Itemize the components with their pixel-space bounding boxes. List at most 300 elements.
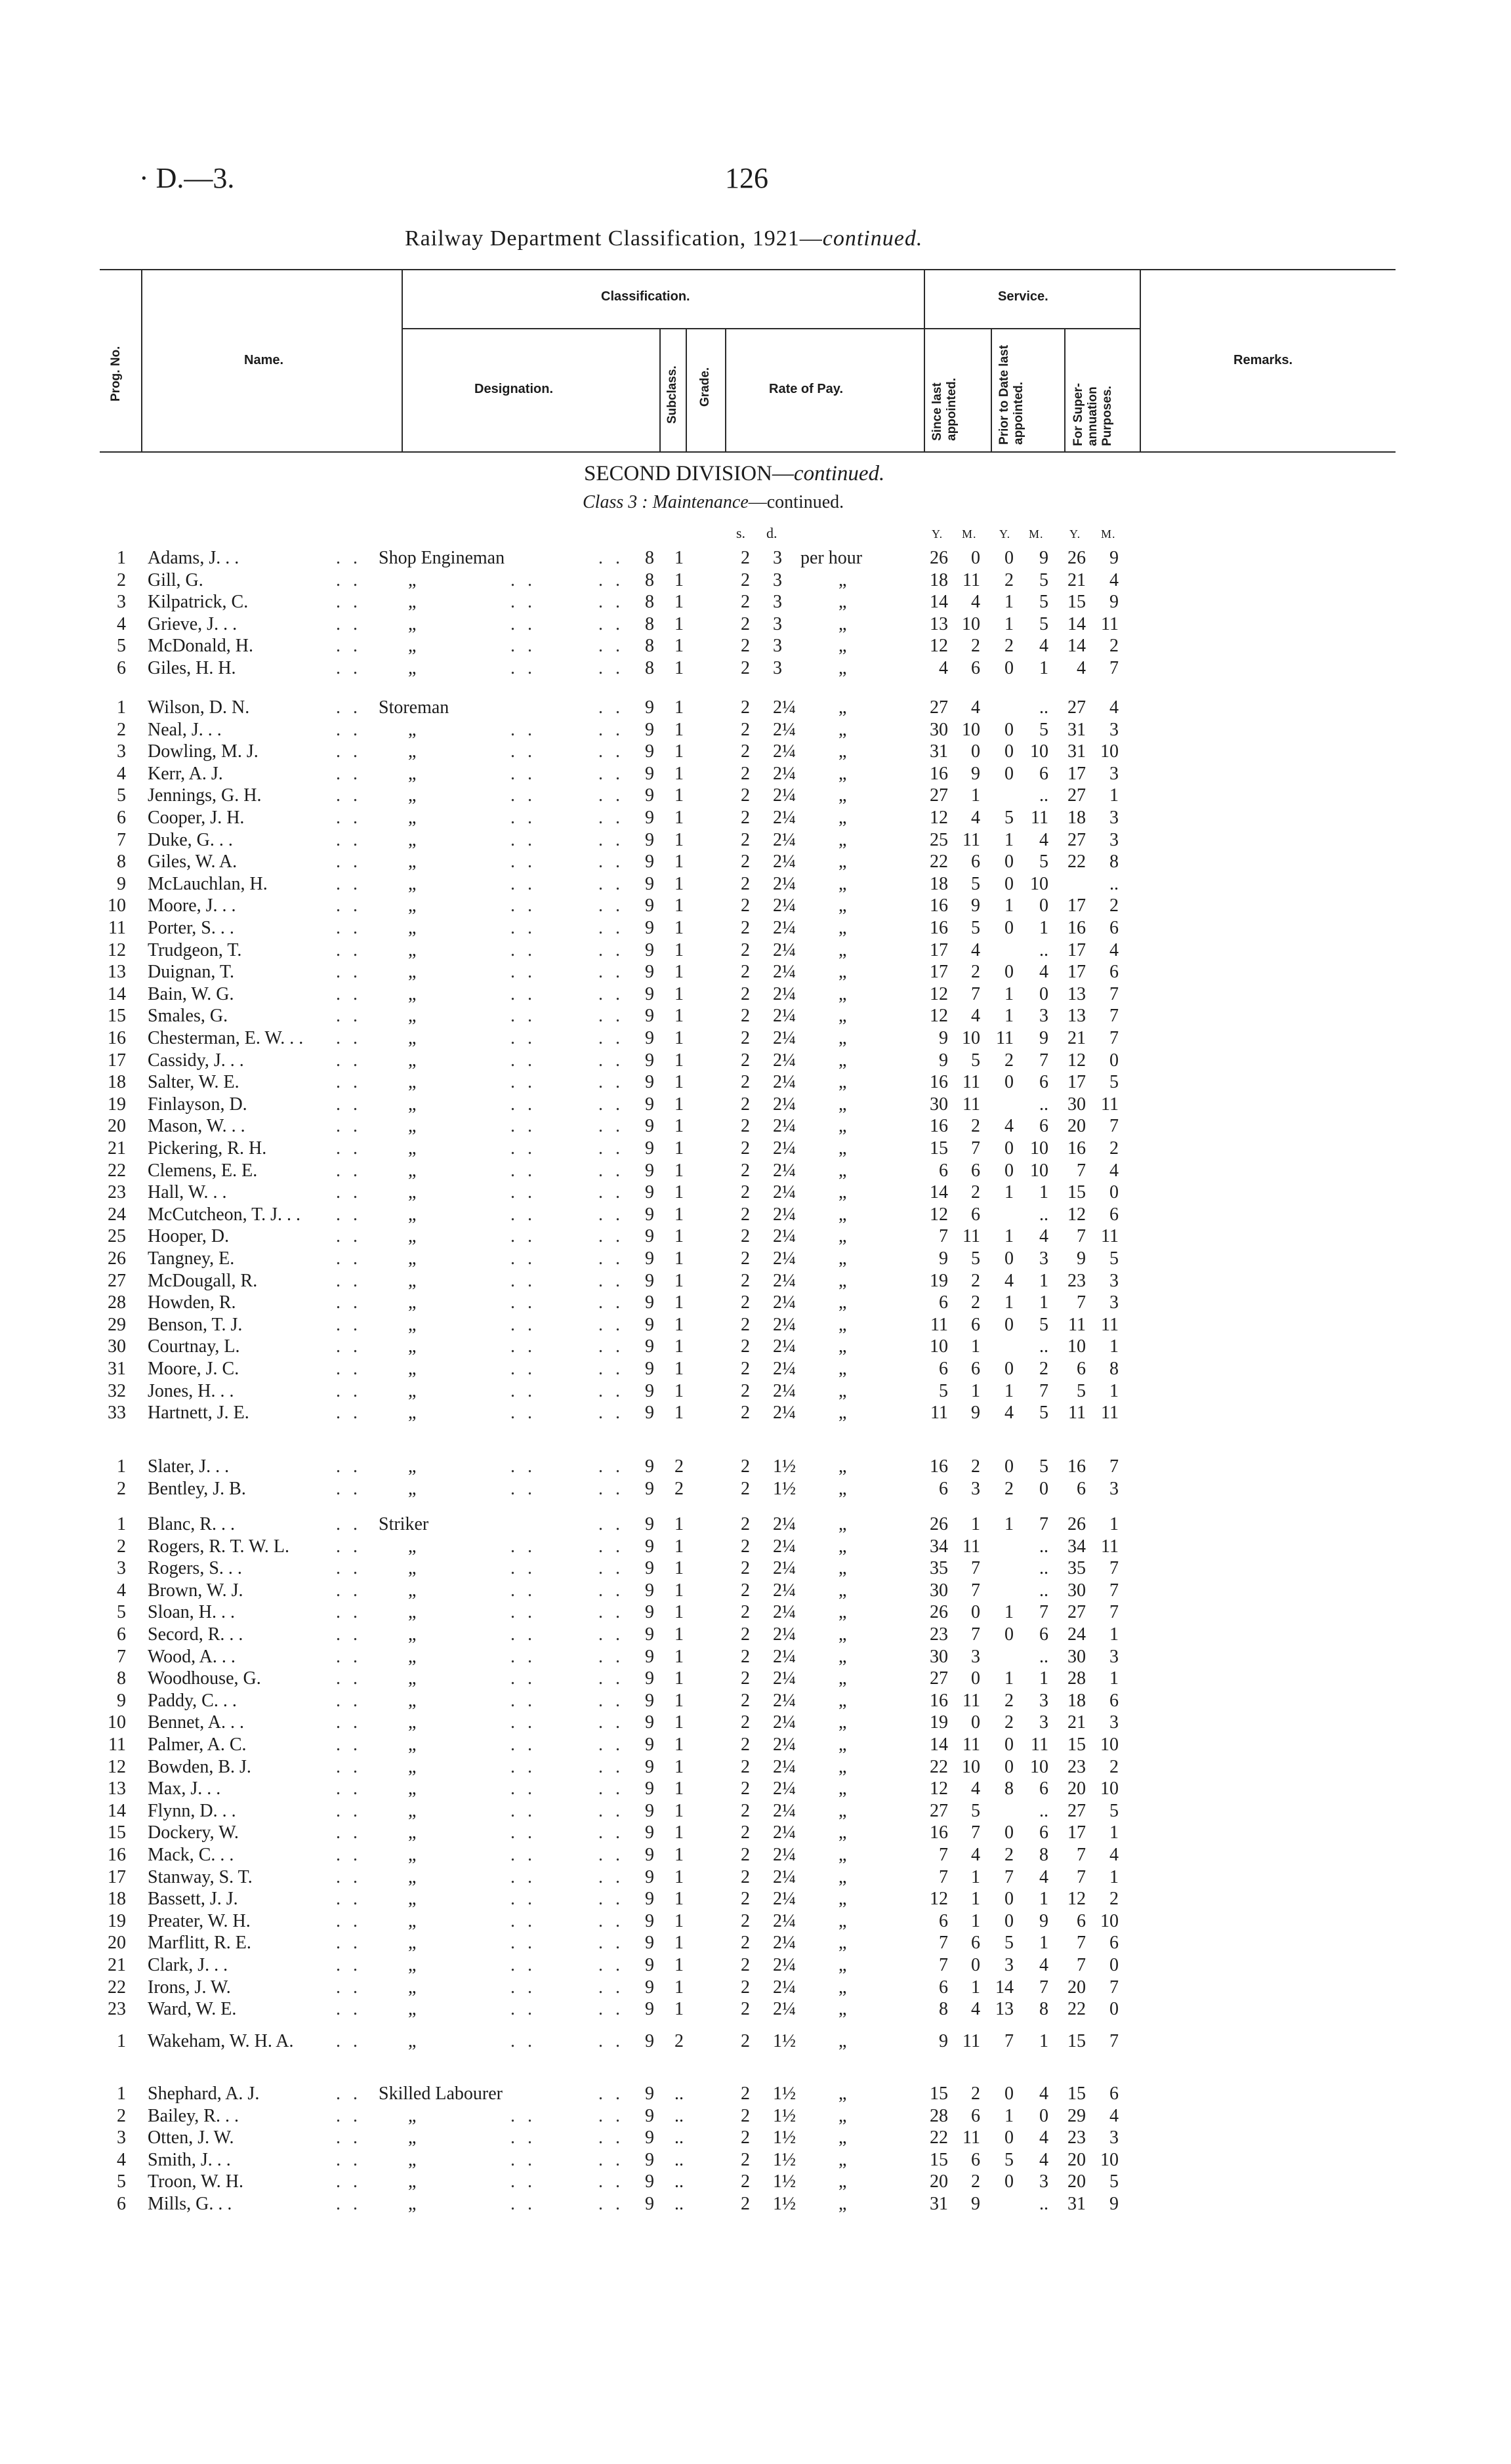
since-months: 4 [971, 1999, 980, 2020]
ditto-mark: „ [408, 983, 417, 1004]
ditto-mark: „ [408, 1336, 417, 1357]
leader-dots: . . [598, 1292, 624, 1313]
grade: 1 [674, 1778, 684, 1799]
prior-years: 5 [1004, 2149, 1014, 2170]
ditto-mark: „ [408, 2031, 417, 2051]
prog-no: 7 [117, 829, 126, 850]
rate-pence: 2¼ [773, 1602, 796, 1623]
ditto-mark: „ [408, 918, 417, 938]
since-months: 6 [971, 1160, 980, 1181]
super-years: 15 [1067, 592, 1086, 613]
unit-months-prior: M. [1029, 527, 1044, 541]
prior-months: 7 [1039, 1050, 1048, 1071]
employee-name: Tangney, E. [148, 1248, 235, 1269]
super-months: 11 [1101, 1314, 1119, 1335]
subclass: 9 [645, 2031, 654, 2051]
leader-dots: . . [336, 1072, 362, 1093]
prog-no: 22 [108, 1160, 126, 1181]
rate-pence: 2¼ [773, 1270, 796, 1291]
since-years: 12 [930, 983, 948, 1004]
super-months: 10 [1100, 1778, 1119, 1799]
employee-name: McDonald, H. [148, 636, 253, 657]
col-divider [402, 269, 403, 453]
ditto-mark: „ [838, 2149, 847, 2170]
subclass: 9 [645, 1889, 654, 1910]
prior-months: 4 [1039, 2084, 1048, 2104]
since-months: 4 [971, 1006, 980, 1027]
subclass: 9 [645, 1138, 654, 1159]
super-years: 15 [1067, 1735, 1086, 1755]
grade: 1 [674, 1735, 684, 1755]
super-years: 16 [1067, 1456, 1086, 1477]
prog-no: 21 [108, 1955, 126, 1975]
prog-no: 4 [117, 763, 126, 784]
super-years: 27 [1067, 697, 1086, 718]
ditto-mark: „ [838, 1380, 847, 1401]
grade: 1 [674, 1845, 684, 1865]
prog-no: 5 [117, 1602, 126, 1623]
leader-dots: . . [598, 741, 624, 762]
since-months: 11 [962, 1536, 980, 1557]
since-years: 30 [930, 1580, 948, 1601]
since-years: 30 [930, 1646, 948, 1667]
ditto-mark: „ [838, 569, 847, 590]
since-months: 0 [971, 548, 980, 568]
grade: 1 [674, 1955, 684, 1975]
since-years: 12 [930, 1778, 948, 1799]
rate-pence: 3 [773, 636, 782, 657]
subclass: 9 [645, 1314, 654, 1335]
ditto-mark: „ [408, 1845, 417, 1865]
prior-years: 0 [1004, 962, 1014, 983]
super-months: 2 [1109, 895, 1119, 916]
leader-dots: . . [510, 1182, 536, 1203]
rate-pence: 2¼ [773, 1580, 796, 1601]
leader-dots: . . [510, 1955, 536, 1975]
employee-name: Hall, W. . . [148, 1182, 227, 1203]
since-months: 11 [962, 1072, 980, 1093]
leader-dots: . . [336, 763, 362, 784]
rate-pence: 2¼ [773, 1514, 796, 1534]
leader-dots: . . [598, 2171, 624, 2192]
leader-dots: . . [510, 1712, 536, 1733]
super-years: 7 [1077, 1226, 1086, 1247]
ditto-mark: „ [408, 1380, 417, 1401]
super-months: 4 [1109, 697, 1119, 718]
rate-pence: 2¼ [773, 1933, 796, 1954]
prog-no: 16 [108, 1028, 126, 1048]
rate-shillings: 2 [741, 852, 750, 873]
leader-dots: . . [598, 1580, 624, 1601]
since-years: 4 [939, 658, 948, 678]
since-months: 10 [962, 1028, 980, 1048]
ditto-mark: „ [838, 1756, 847, 1777]
rate-pence: 2¼ [773, 1756, 796, 1777]
employee-name: Trudgeon, T. [148, 939, 242, 960]
rate-pence: 1½ [773, 1456, 796, 1477]
ditto-mark: „ [838, 2194, 847, 2214]
super-months: 4 [1109, 2105, 1119, 2126]
super-years: 21 [1067, 1712, 1086, 1733]
leader-dots: . . [598, 1359, 624, 1379]
prior-months: 1 [1039, 1933, 1048, 1954]
rate-shillings: 2 [741, 658, 750, 678]
super-years: 15 [1067, 2084, 1086, 2104]
since-years: 13 [930, 613, 948, 634]
prog-no: 23 [108, 1999, 126, 2020]
ditto-mark: „ [408, 1624, 417, 1645]
ditto-mark: „ [838, 895, 847, 916]
grade: 1 [674, 719, 684, 740]
subclass: 9 [645, 1822, 654, 1843]
ditto-mark: „ [408, 1558, 417, 1579]
subclass: 9 [645, 785, 654, 806]
super-months: 2 [1109, 636, 1119, 657]
prog-no: 6 [117, 1624, 126, 1645]
subclass: 9 [645, 983, 654, 1004]
grade: 1 [674, 697, 684, 718]
since-years: 12 [930, 1204, 948, 1225]
leader-dots: . . [336, 1270, 362, 1291]
ditto-mark: „ [838, 763, 847, 784]
rate-pence: 2¼ [773, 808, 796, 828]
prog-no: 1 [117, 1456, 126, 1477]
header-since-last-appointed: Since last appointed. [930, 377, 959, 441]
grade: 1 [674, 741, 684, 762]
prog-no: 7 [117, 1646, 126, 1667]
prog-no: 18 [108, 1889, 126, 1910]
subclass: 9 [645, 697, 654, 718]
ditto-mark: „ [838, 808, 847, 828]
super-months: 7 [1109, 1116, 1119, 1137]
leader-dots: . . [598, 636, 624, 657]
grade: 2 [674, 1456, 684, 1477]
prior-months: 4 [1039, 962, 1048, 983]
ditto-mark: „ [838, 1933, 847, 1954]
prior-years: 0 [1004, 873, 1014, 894]
super-months: 5 [1109, 2171, 1119, 2192]
prior-months: 0 [1039, 1478, 1048, 1499]
since-years: 7 [939, 1933, 948, 1954]
rate-shillings: 2 [741, 1866, 750, 1887]
col-divider [659, 328, 661, 453]
since-months: 9 [971, 895, 980, 916]
since-months: 0 [971, 741, 980, 762]
employee-name: Mills, G. . . [148, 2194, 232, 2214]
since-years: 6 [939, 1478, 948, 1499]
prior-months: 8 [1039, 1845, 1048, 1865]
since-years: 15 [930, 2084, 948, 2104]
rate-shillings: 2 [741, 1380, 750, 1401]
rate-pence: 2¼ [773, 785, 796, 806]
since-months: 5 [971, 918, 980, 938]
employee-name: Flynn, D. . . [148, 1800, 236, 1821]
leader-dots: . . [598, 613, 624, 634]
rate-shillings: 2 [741, 1602, 750, 1623]
employee-name: Troon, W. H. [148, 2171, 244, 2192]
leader-dots: . . [510, 1910, 536, 1931]
ditto-mark: „ [408, 1292, 417, 1313]
leader-dots: . . [510, 763, 536, 784]
prior-months: 10 [1030, 1138, 1048, 1159]
prior-years: 0 [1004, 658, 1014, 678]
since-years: 31 [930, 741, 948, 762]
ditto-mark: „ [838, 1094, 847, 1115]
ditto-mark: „ [838, 636, 847, 657]
prior-years: 1 [1004, 1380, 1014, 1401]
prog-no: 15 [108, 1822, 126, 1843]
grade: .. [674, 2084, 684, 2104]
leader-dots: . . [598, 873, 624, 894]
since-years: 27 [930, 697, 948, 718]
super-years: 12 [1067, 1050, 1086, 1071]
prior-months: 10 [1030, 1160, 1048, 1181]
ditto-mark: „ [408, 785, 417, 806]
prior-months: 5 [1039, 592, 1048, 613]
leader-dots: . . [510, 1735, 536, 1755]
subclass: 9 [645, 1536, 654, 1557]
employee-name: Gill, G. [148, 569, 203, 590]
prior-months: 5 [1039, 852, 1048, 873]
prog-no: 20 [108, 1933, 126, 1954]
employee-name: Bentley, J. B. [148, 1478, 246, 1499]
grade: 1 [674, 1668, 684, 1689]
ditto-mark: „ [838, 1138, 847, 1159]
ditto-mark: „ [838, 1800, 847, 1821]
employee-name: Moore, J. . . [148, 895, 236, 916]
since-years: 15 [930, 2149, 948, 2170]
super-months: 3 [1109, 1478, 1119, 1499]
super-months: 1 [1109, 1514, 1119, 1534]
prog-no: 12 [108, 939, 126, 960]
header-designation: Designation. [474, 382, 554, 396]
prog-no: 3 [117, 1558, 126, 1579]
since-years: 19 [930, 1712, 948, 1733]
prior-years: 2 [1004, 1050, 1014, 1071]
leader-dots: . . [598, 1822, 624, 1843]
rate-pence: 2¼ [773, 1380, 796, 1401]
subclass: 9 [645, 939, 654, 960]
employee-name: Dowling, M. J. [148, 741, 259, 762]
ditto-mark: „ [408, 852, 417, 873]
leader-dots: . . [336, 895, 362, 916]
ditto-mark: „ [838, 1456, 847, 1477]
rate-pence: 2¼ [773, 829, 796, 850]
document-reference: · D.—3. [139, 162, 235, 194]
leader-dots: . . [336, 1668, 362, 1689]
ditto-mark: „ [838, 2105, 847, 2126]
rate-pence: 2¼ [773, 1536, 796, 1557]
super-years: 20 [1067, 1116, 1086, 1137]
rate-shillings: 2 [741, 613, 750, 634]
ditto-mark: „ [408, 873, 417, 894]
super-months: 9 [1109, 548, 1119, 568]
super-years: 30 [1067, 1646, 1086, 1667]
prior-months: .. [1039, 1094, 1048, 1115]
leader-dots: . . [336, 1006, 362, 1027]
employee-name: Salter, W. E. [148, 1072, 239, 1093]
super-years: 16 [1067, 1138, 1086, 1159]
ditto-mark: „ [838, 852, 847, 873]
since-months: 4 [971, 1778, 980, 1799]
employee-name: Stanway, S. T. [148, 1866, 253, 1887]
leader-dots: . . [510, 1690, 536, 1711]
prog-no: 4 [117, 1580, 126, 1601]
leader-dots: . . [510, 1866, 536, 1887]
ditto-mark: „ [408, 1270, 417, 1291]
prior-months: 10 [1030, 741, 1048, 762]
since-months: 7 [971, 1822, 980, 1843]
employee-name: Courtnay, L. [148, 1336, 240, 1357]
employee-name: Bain, W. G. [148, 983, 234, 1004]
subclass: 9 [645, 895, 654, 916]
ditto-mark: „ [408, 1602, 417, 1623]
prog-no: 3 [117, 741, 126, 762]
since-months: 7 [971, 1624, 980, 1645]
super-months: 5 [1109, 1072, 1119, 1093]
rate-pence: 2¼ [773, 1403, 796, 1424]
super-years: 21 [1067, 569, 1086, 590]
prior-years: 0 [1004, 1160, 1014, 1181]
ditto-mark: „ [408, 1866, 417, 1887]
leader-dots: . . [336, 1712, 362, 1733]
ditto-mark: „ [408, 1800, 417, 1821]
rate-shillings: 2 [741, 1558, 750, 1579]
ditto-mark: „ [838, 1403, 847, 1424]
leader-dots: . . [598, 1380, 624, 1401]
prog-no: 2 [117, 719, 126, 740]
leader-dots: . . [598, 1889, 624, 1910]
subclass: 9 [645, 1050, 654, 1071]
grade: 1 [674, 1580, 684, 1601]
since-months: 10 [962, 613, 980, 634]
ditto-mark: „ [408, 763, 417, 784]
prior-years: 0 [1004, 2084, 1014, 2104]
grade: 1 [674, 763, 684, 784]
subclass: 9 [645, 1999, 654, 2020]
ditto-mark: „ [838, 592, 847, 613]
leader-dots: . . [598, 1910, 624, 1931]
super-years: 17 [1067, 895, 1086, 916]
leader-dots: . . [336, 1690, 362, 1711]
since-years: 30 [930, 719, 948, 740]
ditto-mark: „ [408, 1646, 417, 1667]
grade: 1 [674, 1072, 684, 1093]
prior-months: 6 [1039, 1778, 1048, 1799]
ditto-mark: „ [838, 1478, 847, 1499]
col-divider [1064, 328, 1066, 453]
subclass: 9 [645, 1292, 654, 1313]
since-months: 1 [971, 1866, 980, 1887]
leader-dots: . . [598, 1248, 624, 1269]
rate-pence: 2¼ [773, 1314, 796, 1335]
ditto-mark: „ [838, 1336, 847, 1357]
prior-years: 5 [1004, 808, 1014, 828]
prog-no: 1 [117, 548, 126, 568]
rate-shillings: 2 [741, 918, 750, 938]
leader-dots: . . [510, 2149, 536, 2170]
prior-months: 5 [1039, 1403, 1048, 1424]
ditto-mark: „ [408, 1006, 417, 1027]
since-months: 10 [962, 719, 980, 740]
super-years: 4 [1077, 658, 1086, 678]
super-years: 11 [1068, 1314, 1086, 1335]
ditto-mark: „ [408, 613, 417, 634]
subclass: 9 [645, 1735, 654, 1755]
since-years: 16 [930, 1072, 948, 1093]
prior-months: 7 [1039, 1380, 1048, 1401]
leader-dots: . . [336, 741, 362, 762]
subclass: 9 [645, 2149, 654, 2170]
rate-shillings: 2 [741, 1226, 750, 1247]
ditto-mark: „ [408, 895, 417, 916]
employee-name: Clemens, E. E. [148, 1160, 258, 1181]
super-months: 11 [1101, 1536, 1119, 1557]
rate-shillings: 2 [741, 939, 750, 960]
rate-shillings: 2 [741, 697, 750, 718]
rate-pence: 2¼ [773, 1226, 796, 1247]
grade: 1 [674, 1889, 684, 1910]
leader-dots: . . [336, 2149, 362, 2170]
employee-name: Hartnett, J. E. [148, 1403, 249, 1424]
super-years: 23 [1067, 1756, 1086, 1777]
since-years: 14 [930, 592, 948, 613]
ditto-mark: „ [408, 1690, 417, 1711]
leader-dots: . . [598, 1226, 624, 1247]
since-years: 22 [930, 852, 948, 873]
leader-dots: . . [336, 2105, 362, 2126]
leader-dots: . . [510, 1006, 536, 1027]
grade: 1 [674, 983, 684, 1004]
rate-pence: 2¼ [773, 1955, 796, 1975]
grade: 1 [674, 1138, 684, 1159]
leader-dots: . . [336, 1536, 362, 1557]
super-months: 10 [1100, 1735, 1119, 1755]
prog-no: 5 [117, 785, 126, 806]
super-years: 23 [1067, 1270, 1086, 1291]
rate-pence: 2¼ [773, 719, 796, 740]
leader-dots: . . [598, 1270, 624, 1291]
rate-shillings: 2 [741, 763, 750, 784]
rate-shillings: 2 [741, 1514, 750, 1534]
page-title [405, 226, 922, 251]
prog-no: 14 [108, 1800, 126, 1821]
subclass: 9 [645, 1380, 654, 1401]
since-months: 2 [971, 2171, 980, 2192]
leader-dots: . . [598, 1602, 624, 1623]
since-months: 2 [971, 1270, 980, 1291]
prior-years: 11 [996, 1028, 1014, 1048]
super-months: 4 [1109, 569, 1119, 590]
prog-no: 6 [117, 658, 126, 678]
subclass: 9 [645, 2171, 654, 2192]
subclass: 9 [645, 1116, 654, 1137]
super-years: 27 [1067, 829, 1086, 850]
subclass: 9 [645, 1778, 654, 1799]
employee-name: Slater, J. . . [148, 1456, 230, 1477]
leader-dots: . . [510, 785, 536, 806]
employee-name: Paddy, C. . . [148, 1690, 237, 1711]
ditto-mark: „ [408, 1403, 417, 1424]
since-years: 16 [930, 1822, 948, 1843]
super-months: 11 [1101, 1226, 1119, 1247]
rate-shillings: 2 [741, 1182, 750, 1203]
rate-pence: 3 [773, 613, 782, 634]
rate-pence: 2¼ [773, 939, 796, 960]
super-months: 7 [1109, 658, 1119, 678]
prog-no: 26 [108, 1248, 126, 1269]
prior-years: 0 [1004, 763, 1014, 784]
